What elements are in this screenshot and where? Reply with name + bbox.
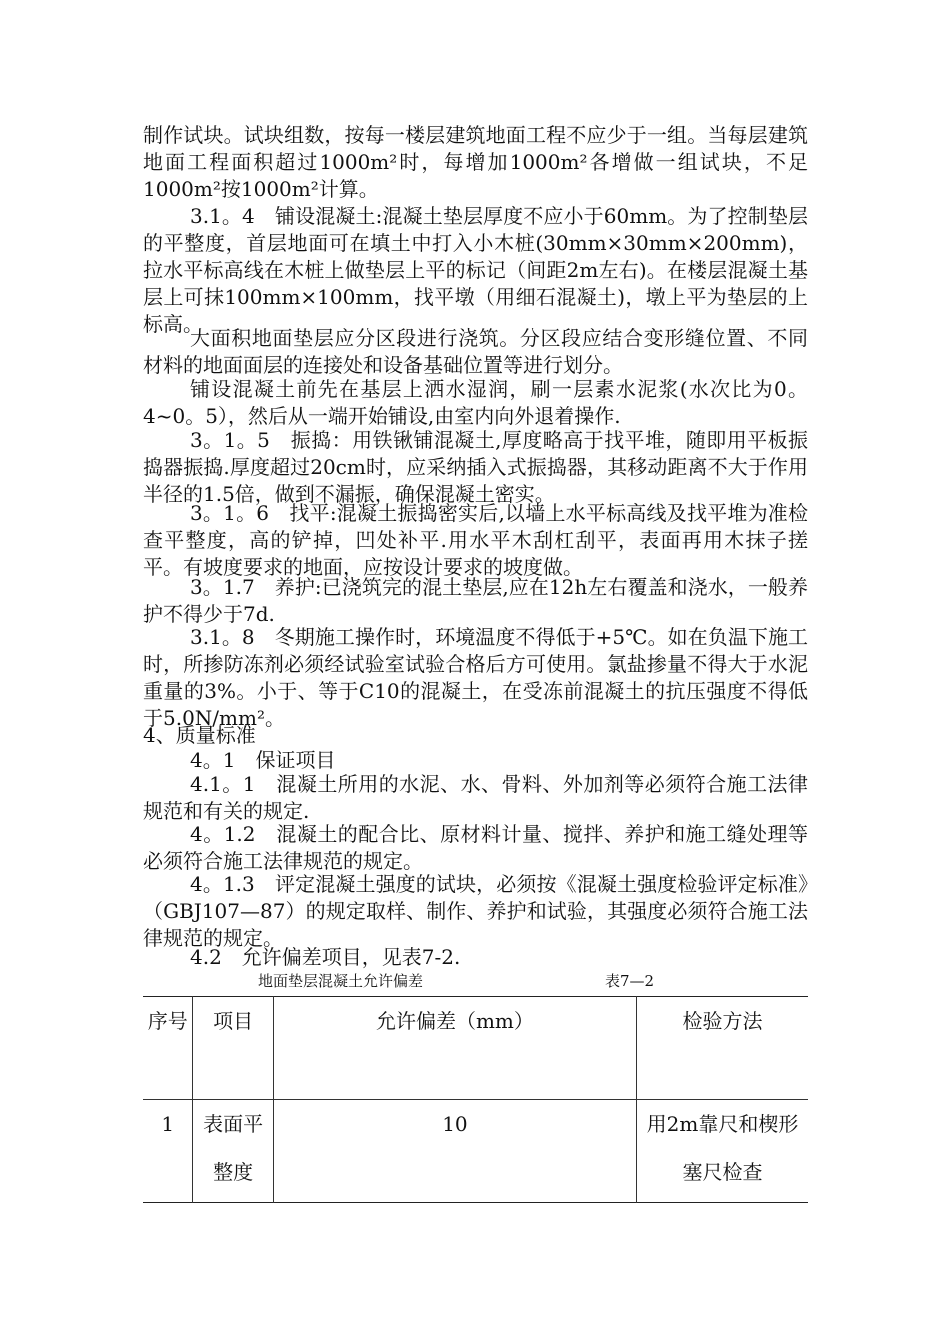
table-header-row: [143, 997, 808, 1100]
header-tolerance: 允许偏差（mm）: [273, 997, 636, 1100]
cell-serial: 1: [143, 1100, 193, 1203]
cell-method: 用2m靠尺和楔形塞尺检查: [637, 1100, 808, 1203]
table-number: 表7—2: [605, 972, 655, 990]
paragraph-4-1-2: 4。1.2 混凝土的配合比、原材料计量、搅拌、养护和施工缝处理等必须符合施工法律规范的规定。: [143, 822, 808, 873]
cell-tolerance: 10: [273, 1100, 636, 1203]
paragraph-wetting: 铺设混凝土前先在基层上洒水湿润，刷一层素水泥浆(水次比为0。4~0。5），然后从一端开始铺设,由室内向外退着操作.: [143, 377, 808, 428]
section-heading-quality: 4、质量标准: [143, 723, 256, 747]
paragraph-4-1-1: 4.1。1 混凝土所用的水泥、水、骨料、外加剂等必须符合施工法律规范和有关的规定.: [143, 772, 808, 823]
paragraph-3-1-8: 3.1。8 冬期施工操作时，环境温度不得低于+5℃。如在负温下施工时，所掺防冻剂必须经试验室试验合格后方可使用。氯盐掺量不得大于水泥重量的3%。小于、等于C10的混凝土，在受冻前混凝土的抗压强度不得低于5.0N/mm²。: [143, 625, 808, 730]
paragraph-3-1-5: 3。1。5 振捣：用铁锹铺混凝土,厚度略高于找平堆，随即用平板振捣器振捣.厚度超过20cm时，应采纳插入式振捣器，其移动距离不大于作用半径的1.5倍，做到不漏振，确保混凝土密实。: [143, 428, 808, 506]
paragraph-zoning: 大面积地面垫层应分区段进行浇筑。分区段应结合变形缝位置、不同材料的地面面层的连接处和设备基础位置等进行划分。: [143, 326, 808, 377]
header-item: 项目: [193, 997, 273, 1100]
paragraph-3-1-7: 3。1.7 养护:已浇筑完的混土垫层,应在12h左右覆盖和浇水，一般养护不得少于7d.: [143, 575, 808, 626]
paragraph-3-1-4: 3.1。4 铺设混凝土:混凝土垫层厚度不应小于60mm。为了控制垫层的平整度，首层地面可在填土中打入小木桩(30mm×30mm×200mm)，拉水平标高线在木桩上做垫层上平的标记（间距2m左右)。在楼层混凝土基层上可抹100mm×100mm，找平墩（用细石混凝土)，墩上平为垫层的上标高。: [143, 204, 808, 336]
subheading-4-1: 4。1 保证项目: [190, 748, 336, 772]
tolerance-table: [143, 996, 808, 1203]
table-caption: 地面垫层混凝土允许偏差: [258, 972, 424, 990]
paragraph-test-blocks: 制作试块。试块组数，按每一楼层建筑地面工程不应少于一组。当每层建筑地面工程面积超过1000m²时，每增加1000m²各增做一组试块，不足1000m²按1000m²计算。: [143, 123, 808, 201]
paragraph-3-1-6: 3。1。6 找平:混凝土振捣密实后,以墙上水平标高线及找平堆为准检查平整度，高的铲掉，凹处补平.用水平木刮杠刮平，表面再用木抹子搓平。有坡度要求的地面，应按设计要求的坡度做。: [143, 501, 808, 579]
header-method: 检验方法: [637, 997, 808, 1100]
paragraph-4-2: 4.2 允许偏差项目，见表7-2.: [190, 945, 461, 969]
paragraph-4-1-3: 4。1.3 评定混凝土强度的试块，必须按《混凝土强度检验评定标准》（GBJ107—87）的规定取样、制作、养护和试验，其强度必须符合施工法律规范的规定。: [143, 872, 808, 950]
table-row: [143, 1100, 808, 1203]
cell-item: 表面平整度: [193, 1100, 273, 1203]
header-serial: 序号: [143, 997, 193, 1100]
